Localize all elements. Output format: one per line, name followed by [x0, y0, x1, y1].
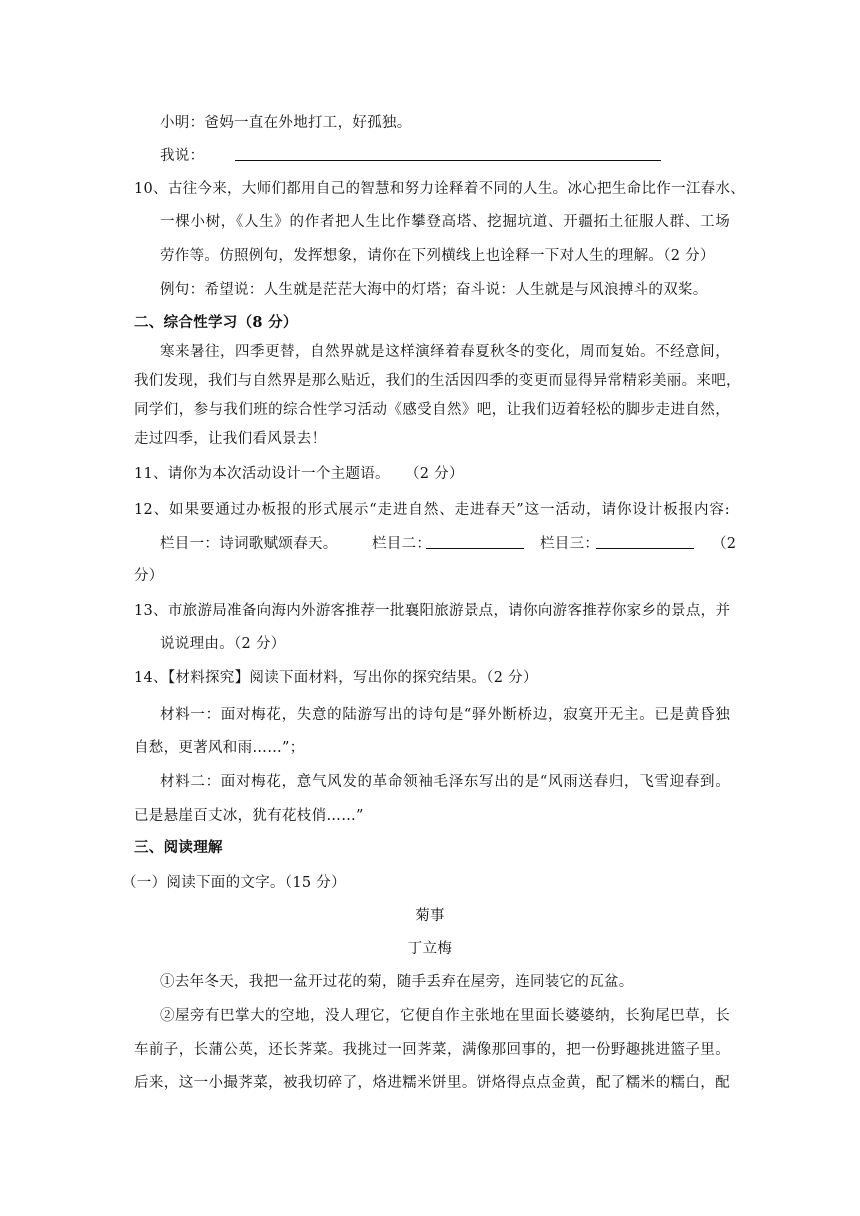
section-2-heading: 二、综合性学习（8 分） [134, 314, 298, 331]
q12-score-cont: 分） [134, 568, 164, 584]
q13-line-2: 说说理由。（2 分） [160, 636, 286, 652]
q12-column-2-label: 栏目二： [372, 536, 432, 552]
q12-score: （2 [712, 536, 737, 552]
q12-column-1: 栏目一：诗词歌赋颂春天。 [160, 536, 338, 552]
q12: 12、如果要通过办板报的形式展示“走进自然、走进春天”这一活动，请你设计板报内容: [134, 502, 730, 518]
dialogue-wo-label: 我说： [160, 148, 205, 164]
dialogue-xiaoming: 小明：爸妈一直在外地打工，好孤独。 [160, 115, 412, 131]
material-1-line-2: 自愁，更著风和雨……”； [134, 740, 305, 756]
q10-line-2: 一棵小树，《人生》的作者把人生比作攀登高塔、挖掘坑道、开疆拓土征服人群、工场 [160, 214, 730, 230]
reading-para-2-line-1: ②屋旁有巴掌大的空地，没人理它，它便自作主张地在里面长婆婆纳，长狗尾巴草，长 [160, 1008, 730, 1024]
q10-example: 例句：希望说：人生就是茫茫大海中的灯塔；奋斗说：人生就是与风浪搏斗的双桨。 [160, 282, 708, 298]
q13-line-1: 13、市旅游局准备向海内外游客推荐一批襄阳旅游景点，请你向游客推荐你家乡的景点，并 [134, 603, 731, 619]
q11: 11、请你为本次活动设计一个主题语。 （2 分） [134, 466, 464, 482]
passage-line-2: 我们发现，我们与自然界是那么贴近，我们的生活因四季的变更而显得异常精彩美丽。来吧， [134, 373, 741, 389]
article-author: 丁立梅 [407, 941, 453, 957]
answer-blank-line [235, 160, 661, 161]
material-2-line-2: 已是悬崖百丈冰，犹有花枝俏……” [134, 808, 364, 824]
q12-column-3-blank [596, 548, 694, 549]
dialogue-wo [160, 146, 204, 166]
q14: 14、【材料探究】阅读下面材料，写出你的探究结果。（2 分） [134, 670, 538, 686]
q10-line-3: 劳作等。仿照例句，发挥想象，请你在下列横线上也诠释一下对人生的理解。（2 分） [160, 248, 715, 264]
q12-column-2-blank [426, 548, 524, 549]
material-1-line-1: 材料一：面对梅花，失意的陆游写出的诗句是“驿外断桥边，寂寞开无主。已是黄昏独 [160, 707, 730, 723]
reading-para-1: ①去年冬天，我把一盆开过花的菊，随手丢弃在屋旁，连同装它的瓦盆。 [160, 974, 634, 990]
passage-line-1: 寒来暑往，四季更替，自然界就是这样演绎着春夏秋冬的变化，周而复始。不经意间， [160, 344, 730, 360]
q12-column-3-label: 栏目三： [540, 536, 600, 552]
material-2-line-1: 材料二：面对梅花，意气风发的革命领袖毛泽东写出的是“风雨送春归，飞雪迎春到。 [160, 774, 730, 790]
section-3-heading: 三、阅读理解 [134, 839, 223, 856]
passage-line-3: 同学们，参与我们班的综合性学习活动《感受自然》吧，让我们迈着轻松的脚步走进自然， [134, 402, 730, 418]
subsection-1: （一）阅读下面的文字。（15 分） [122, 875, 346, 891]
article-title: 菊事 [415, 908, 445, 924]
reading-para-2-line-2: 车前子，长蒲公英，还长荠菜。我挑过一回荠菜，满像那回事的，把一份野趣挑进篮子里。 [134, 1042, 730, 1058]
reading-para-2-line-3: 后来，这一小撮荠菜，被我切碎了，烙进糯米饼里。饼烙得点点金黄，配了糯米的糯白，配 [134, 1075, 730, 1091]
passage-line-4: 走过四季，让我们看风景去！ [134, 431, 327, 447]
q10-line-1: 10、古往今来，大师们都用自己的智慧和努力诠释着不同的人生。冰心把生命比作一江春水、 [134, 181, 746, 197]
